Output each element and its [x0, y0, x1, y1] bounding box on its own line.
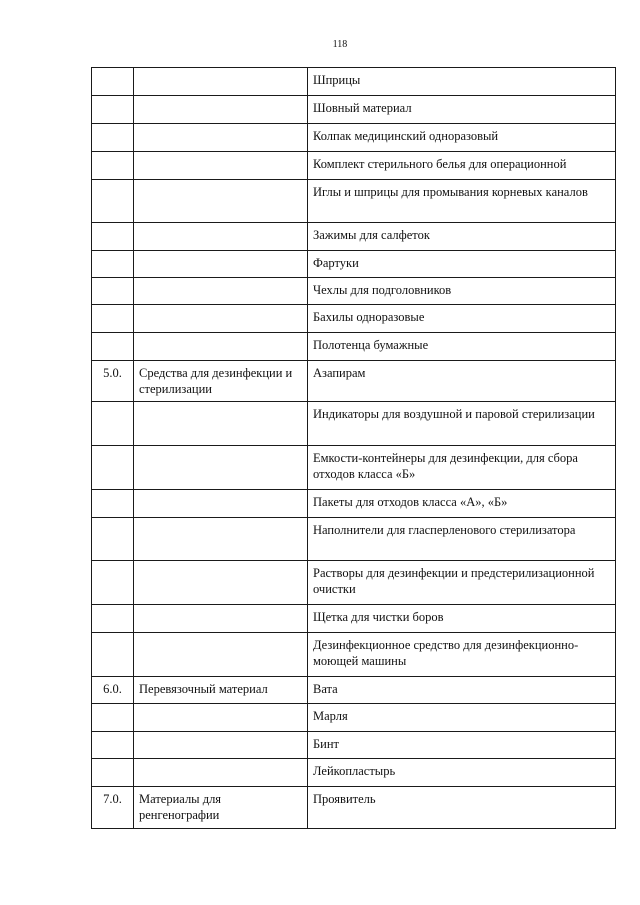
row-item: Иглы и шприцы для промывания корневых каналов [308, 180, 616, 223]
row-number [92, 732, 134, 759]
row-item: Пакеты для отходов класса «А», «Б» [308, 490, 616, 518]
row-number [92, 633, 134, 677]
row-number [92, 704, 134, 732]
row-number [92, 68, 134, 96]
row-item: Колпак медицинский одноразовый [308, 124, 616, 152]
table-row [92, 518, 616, 561]
table-row [92, 333, 616, 361]
table-row [92, 223, 616, 251]
table-row [92, 704, 616, 732]
table-row [92, 787, 616, 829]
row-number [92, 402, 134, 446]
table-row [92, 278, 616, 305]
row-item: Фартуки [308, 251, 616, 278]
row-item: Шовный материал [308, 96, 616, 124]
row-category [134, 704, 308, 732]
row-number [92, 333, 134, 361]
table-row [92, 305, 616, 333]
row-number [92, 561, 134, 605]
table-row [92, 759, 616, 787]
row-number: 5.0. [92, 361, 134, 402]
row-number: 7.0. [92, 787, 134, 829]
row-number [92, 251, 134, 278]
row-number [92, 180, 134, 223]
row-category [134, 633, 308, 677]
row-category [134, 561, 308, 605]
row-number [92, 605, 134, 633]
row-number [92, 124, 134, 152]
row-item: Дезинфекционное средство для дезинфекционно-моющей машины [308, 633, 616, 677]
row-number [92, 152, 134, 180]
row-category [134, 180, 308, 223]
row-item: Щетка для чистки боров [308, 605, 616, 633]
row-item: Бинт [308, 732, 616, 759]
row-item: Чехлы для подголовников [308, 278, 616, 305]
row-category [134, 333, 308, 361]
row-item: Индикаторы для воздушной и паровой стерилизации [308, 402, 616, 446]
row-category [134, 305, 308, 333]
table-row [92, 251, 616, 278]
row-item: Марля [308, 704, 616, 732]
table-row [92, 402, 616, 446]
table-row [92, 677, 616, 704]
table-row [92, 96, 616, 124]
row-category [134, 68, 308, 96]
row-number [92, 518, 134, 561]
table-row [92, 446, 616, 490]
row-number [92, 490, 134, 518]
row-category: Средства для дезинфекции и стерилизации [134, 361, 308, 402]
table-row [92, 490, 616, 518]
row-item: Полотенца бумажные [308, 333, 616, 361]
row-category [134, 278, 308, 305]
row-item: Комплект стерильного белья для операционной [308, 152, 616, 180]
table-row [92, 732, 616, 759]
row-item: Шприцы [308, 68, 616, 96]
row-number [92, 278, 134, 305]
table-row [92, 180, 616, 223]
row-category [134, 446, 308, 490]
row-item: Лейкопластырь [308, 759, 616, 787]
row-item: Емкости-контейнеры для дезинфекции, для сбора отходов класса «Б» [308, 446, 616, 490]
row-category [134, 490, 308, 518]
row-item: Азапирам [308, 361, 616, 402]
row-item: Зажимы для салфеток [308, 223, 616, 251]
row-number: 6.0. [92, 677, 134, 704]
row-item: Растворы для дезинфекции и предстерилизационной очистки [308, 561, 616, 605]
row-category: Материалы для ренгенографии [134, 787, 308, 829]
row-category [134, 402, 308, 446]
page-number: 118 [332, 39, 348, 50]
row-category [134, 251, 308, 278]
row-number [92, 96, 134, 124]
row-category [134, 605, 308, 633]
row-number [92, 759, 134, 787]
table-row [92, 152, 616, 180]
row-category [134, 732, 308, 759]
row-category: Перевязочный материал [134, 677, 308, 704]
row-category [134, 759, 308, 787]
table-row [92, 68, 616, 96]
row-category [134, 96, 308, 124]
row-number [92, 446, 134, 490]
row-category [134, 124, 308, 152]
table-row [92, 361, 616, 402]
table-row [92, 605, 616, 633]
row-item: Наполнители для гласперленового стерилизатора [308, 518, 616, 561]
row-category [134, 152, 308, 180]
table-row [92, 633, 616, 677]
table-row [92, 561, 616, 605]
row-item: Бахилы одноразовые [308, 305, 616, 333]
row-item: Вата [308, 677, 616, 704]
row-number [92, 305, 134, 333]
supplies-table [91, 67, 616, 829]
row-category [134, 223, 308, 251]
row-category [134, 518, 308, 561]
table-row [92, 124, 616, 152]
row-item: Проявитель [308, 787, 616, 829]
row-number [92, 223, 134, 251]
